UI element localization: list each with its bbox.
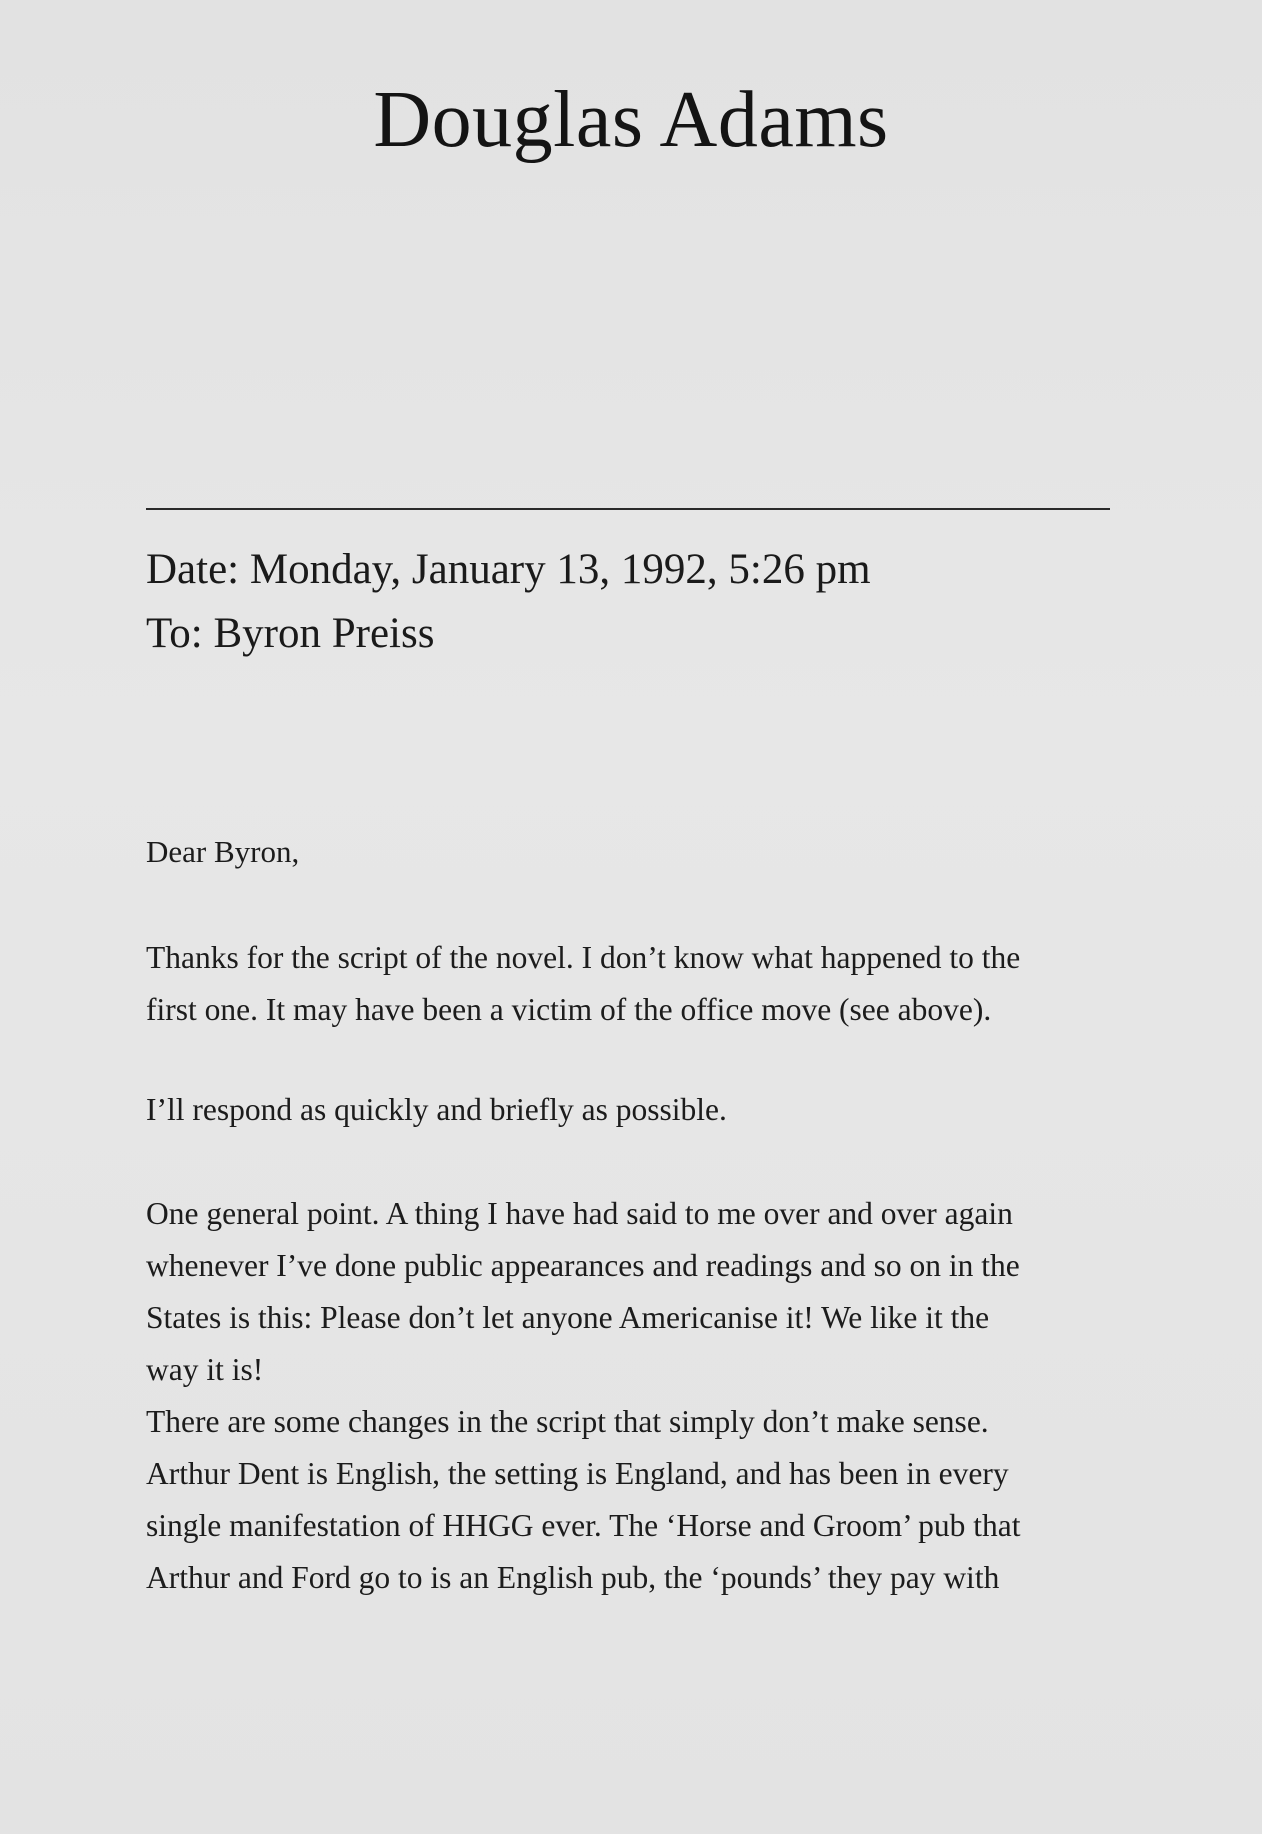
paragraph-line: States is this: Please don’t let anyone Americanise it! We like it the: [146, 1300, 990, 1335]
paragraph-general-point: [146, 1188, 1021, 1604]
recipient-line: To: Byron Preiss: [146, 610, 435, 657]
paragraph-line: One general point. A thing I have had said to me over and over again: [146, 1196, 1013, 1231]
paragraph-line: Arthur Dent is English, the setting is England, and has been in every: [146, 1456, 1009, 1491]
paragraph-line: There are some changes in the script that simply don’t make sense.: [146, 1404, 989, 1439]
paragraph-line: Thanks for the script of the novel. I don’t know what happened to the: [146, 940, 1021, 975]
salutation: Dear Byron,: [146, 834, 300, 869]
date-line: Date: Monday, January 13, 1992, 5:26 pm: [146, 546, 871, 593]
paragraph-script-thanks: [146, 932, 1020, 1036]
paragraph-line: I’ll respond as quickly and briefly as possible.: [146, 1092, 727, 1127]
paragraph-respond: [146, 1084, 727, 1136]
letterhead-name: Douglas Adams: [373, 76, 889, 164]
letter-header: [146, 538, 871, 666]
paragraph-line: first one. It may have been a victim of the office move (see above).: [146, 992, 992, 1027]
paragraph-line: Arthur and Ford go to is an English pub, the ‘pounds’ they pay with: [146, 1560, 1000, 1595]
header-divider: [146, 508, 1110, 510]
paragraph-line: way it is!: [146, 1352, 264, 1387]
paragraph-line: whenever I’ve done public appearances and readings and so on in the: [146, 1248, 1020, 1283]
paragraph-line: single manifestation of HHGG ever. The ‘Horse and Groom’ pub that: [146, 1508, 1021, 1543]
